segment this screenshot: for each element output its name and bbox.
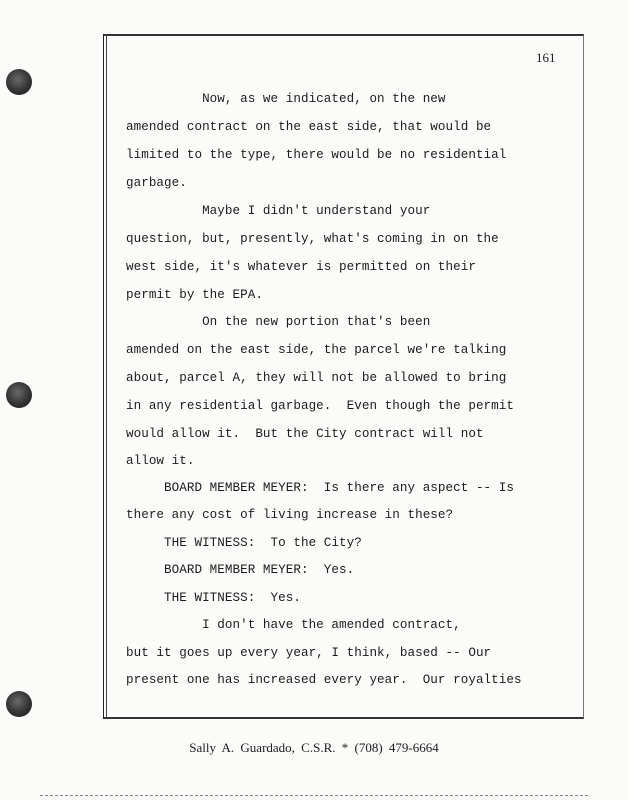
- transcript-line: garbage.: [126, 176, 187, 190]
- transcript-line: there any cost of living increase in these?: [126, 508, 454, 522]
- binder-hole-middle: [6, 382, 32, 408]
- transcript-line: allow it.: [126, 454, 195, 468]
- transcript-line: BOARD MEMBER MEYER: Yes.: [126, 563, 355, 577]
- transcript-line: amended contract on the east side, that would be: [126, 120, 492, 134]
- transcript-line: Maybe I didn't understand your: [126, 204, 431, 218]
- reporter-footer: Sally A. Guardado, C.S.R. * (708) 479-6664: [189, 740, 439, 755]
- binder-hole-bottom: [6, 691, 32, 717]
- binder-hole-top: [6, 69, 32, 95]
- transcript-line: THE WITNESS: Yes.: [126, 591, 301, 605]
- transcript-line: BOARD MEMBER MEYER: Is there any aspect -- Is: [126, 481, 514, 495]
- transcript-line: THE WITNESS: To the City?: [126, 536, 362, 550]
- transcript-line: would allow it. But the City contract will not: [126, 427, 484, 441]
- page-number: 161: [536, 50, 556, 65]
- page-bottom-edge: [40, 795, 588, 796]
- transcript-line: present one has increased every year. Our royalties: [126, 673, 522, 687]
- transcript-line: On the new portion that's been: [126, 315, 431, 329]
- transcript-line: I don't have the amended contract,: [126, 618, 461, 632]
- transcript-left-margin-rule: [103, 34, 107, 719]
- transcript-line: permit by the EPA.: [126, 288, 263, 302]
- transcript-line: about, parcel A, they will not be allowed to bring: [126, 371, 507, 385]
- transcript-line: question, but, presently, what's coming in on the: [126, 232, 499, 246]
- transcript-line: west side, it's whatever is permitted on their: [126, 260, 476, 274]
- transcript-line: Now, as we indicated, on the new: [126, 92, 446, 106]
- transcript-line: in any residential garbage. Even though the permit: [126, 399, 514, 413]
- transcript-line: amended on the east side, the parcel we're talking: [126, 343, 507, 357]
- transcript-line: but it goes up every year, I think, based -- Our: [126, 646, 492, 660]
- transcript-line: limited to the type, there would be no residential: [126, 148, 507, 162]
